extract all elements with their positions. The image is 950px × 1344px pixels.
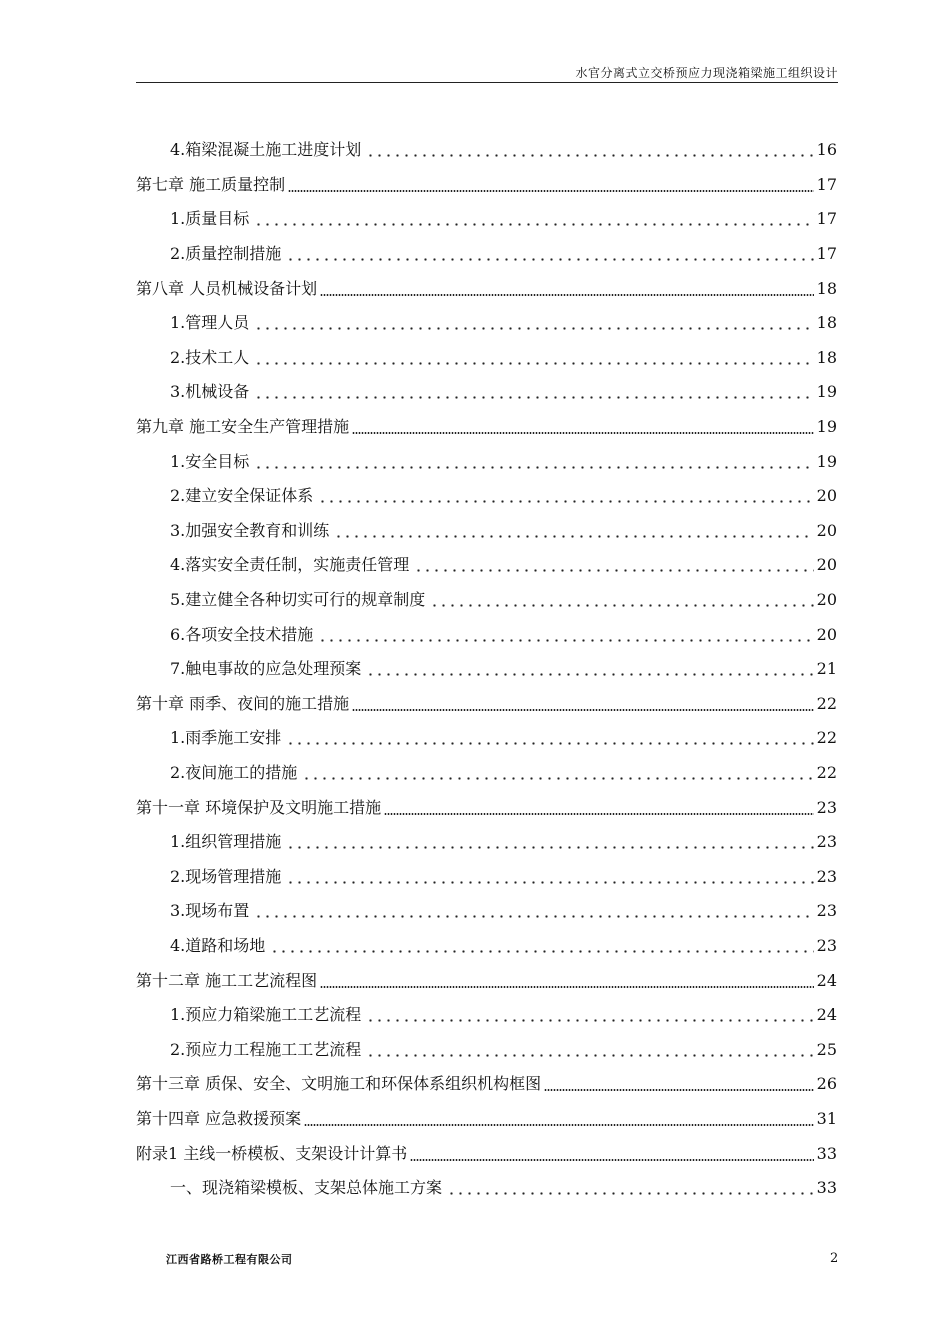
toc-entry[interactable] (136, 514, 837, 549)
toc-entry[interactable] (136, 1067, 837, 1102)
toc-dot-leader (352, 419, 814, 435)
toc-entry[interactable] (136, 1032, 837, 1067)
toc-dot-leader (252, 350, 813, 366)
toc-entry-page: 26 (816, 1074, 837, 1094)
toc-entry-page: 16 (816, 140, 837, 160)
toc-entry-page: 23 (816, 832, 837, 852)
toc-entry-page: 22 (816, 762, 837, 782)
toc-dot-leader (332, 523, 813, 539)
toc-entry[interactable] (136, 341, 837, 376)
toc-entry[interactable] (136, 756, 837, 791)
toc-entry-page: 17 (816, 244, 837, 264)
toc-entry-title: 1.质量目标 (170, 209, 250, 229)
toc-dot-leader (300, 765, 813, 781)
toc-entry-title: 第十四章 应急救援预案 (136, 1108, 302, 1128)
toc-dot-leader (284, 246, 813, 262)
toc-dot-leader (288, 177, 814, 193)
toc-entry[interactable] (136, 1171, 837, 1206)
toc-entry-page: 24 (816, 970, 837, 990)
toc-entry[interactable] (136, 271, 837, 306)
toc-entry[interactable] (136, 1102, 837, 1137)
toc-entry-page: 33 (816, 1143, 837, 1163)
toc-entry-title: 附录1 主线一桥模板、支架设计计算书 (136, 1143, 408, 1163)
toc-entry-title: 第十三章 质保、安全、文明施工和环保体系组织机构框图 (136, 1074, 542, 1094)
toc-dot-leader (252, 384, 813, 400)
toc-entry[interactable] (136, 479, 837, 514)
toc-entry[interactable] (136, 825, 837, 860)
toc-entry-page: 21 (816, 659, 837, 679)
toc-entry-page: 19 (816, 382, 837, 402)
toc-entry-page: 19 (816, 451, 837, 471)
toc-entry-title: 1.组织管理措施 (170, 832, 282, 852)
toc-entry-title: 第十章 雨季、夜间的施工措施 (136, 693, 350, 713)
toc-entry[interactable] (136, 410, 837, 445)
toc-entry[interactable] (136, 133, 837, 168)
toc-entry[interactable] (136, 1136, 837, 1171)
toc-entry[interactable] (136, 998, 837, 1033)
toc-dot-leader (252, 454, 813, 470)
toc-entry-title: 第八章 人员机械设备计划 (136, 278, 318, 298)
toc-dot-leader (320, 973, 814, 989)
toc-entry-title: 5.建立健全各种切实可行的规章制度 (170, 590, 426, 610)
toc-entry-title: 第九章 施工安全生产管理措施 (136, 417, 350, 437)
toc-entry[interactable] (136, 894, 837, 929)
toc-entry-page: 23 (816, 901, 837, 921)
toc-entry-page: 25 (816, 1039, 837, 1059)
toc-dot-leader (544, 1076, 814, 1092)
toc-entry[interactable] (136, 202, 837, 237)
toc-entry[interactable] (136, 375, 837, 410)
toc-entry-page: 18 (816, 278, 837, 298)
toc-entry-page: 20 (816, 486, 837, 506)
toc-entry[interactable] (136, 237, 837, 272)
toc-entry-title: 3.机械设备 (170, 382, 250, 402)
toc-entry-page: 23 (816, 797, 837, 817)
toc-dot-leader (364, 1007, 813, 1023)
toc-entry-title: 第十一章 环境保护及文明施工措施 (136, 797, 382, 817)
toc-dot-leader (304, 1111, 814, 1127)
toc-entry-title: 3.加强安全教育和训练 (170, 520, 330, 540)
header-rule (136, 82, 838, 83)
toc-entry-title: 4.道路和场地 (170, 935, 266, 955)
toc-entry-title: 2.预应力工程施工工艺流程 (170, 1039, 362, 1059)
toc-entry-title: 7.触电事故的应急处理预案 (170, 659, 362, 679)
toc-entry-page: 19 (816, 417, 837, 437)
toc-entry-page: 20 (816, 520, 837, 540)
toc-entry-page: 31 (816, 1108, 837, 1128)
footer-page-number: 2 (830, 1251, 839, 1266)
toc-entry-page: 17 (816, 209, 837, 229)
toc-dot-leader (352, 696, 814, 712)
toc-dot-leader (284, 869, 813, 885)
toc-dot-leader (252, 315, 813, 331)
toc-entry[interactable] (136, 963, 837, 998)
toc-entry-title: 4.落实安全责任制，实施责任管理 (170, 555, 410, 575)
toc-entry-page: 22 (816, 693, 837, 713)
toc-dot-leader (364, 661, 813, 677)
toc-entry-title: 2.夜间施工的措施 (170, 762, 298, 782)
toc-entry[interactable] (136, 652, 837, 687)
toc-entry-title: 4.箱梁混凝土施工进度计划 (170, 140, 362, 160)
toc-dot-leader (364, 1042, 813, 1058)
toc-entry-page: 18 (816, 313, 837, 333)
footer-company: 江西省路桥工程有限公司 (166, 1253, 293, 1266)
toc-entry-page: 22 (816, 728, 837, 748)
toc-entry-page: 17 (816, 174, 837, 194)
toc-dot-leader (284, 730, 813, 746)
toc-entry[interactable] (136, 859, 837, 894)
toc-entry-page: 23 (816, 866, 837, 886)
toc-entry-page: 24 (816, 1005, 837, 1025)
toc-entry[interactable] (136, 583, 837, 618)
toc-dot-leader (284, 834, 813, 850)
table-of-contents (136, 133, 837, 1205)
toc-entry-title: 1.安全目标 (170, 451, 250, 471)
toc-entry[interactable] (136, 721, 837, 756)
toc-entry-title: 6.各项安全技术措施 (170, 624, 314, 644)
toc-dot-leader (316, 488, 813, 504)
toc-entry-title: 2.建立安全保证体系 (170, 486, 314, 506)
toc-dot-leader (445, 1180, 814, 1196)
toc-entry-title: 第七章 施工质量控制 (136, 174, 286, 194)
toc-dot-leader (364, 142, 813, 158)
toc-entry-title: 一、现浇箱梁模板、支架总体施工方案 (170, 1178, 443, 1198)
toc-dot-leader (268, 938, 813, 954)
toc-entry-title: 3.现场布置 (170, 901, 250, 921)
toc-entry-title: 第十二章 施工工艺流程图 (136, 970, 318, 990)
document-header-title: 水官分离式立交桥预应力现浇箱梁施工组织设计 (575, 66, 838, 80)
toc-entry-page: 33 (816, 1178, 837, 1198)
toc-entry[interactable] (136, 444, 837, 479)
toc-dot-leader (252, 903, 813, 919)
toc-dot-leader (412, 557, 813, 573)
toc-entry[interactable] (136, 306, 837, 341)
toc-entry-page: 18 (816, 347, 837, 367)
toc-entry-title: 2.技术工人 (170, 347, 250, 367)
toc-entry[interactable] (136, 687, 837, 722)
toc-entry-title: 1.雨季施工安排 (170, 728, 282, 748)
toc-entry-title: 1.管理人员 (170, 313, 250, 333)
toc-dot-leader (384, 800, 814, 816)
toc-entry[interactable] (136, 929, 837, 964)
toc-entry-title: 2.质量控制措施 (170, 244, 282, 264)
toc-entry-page: 20 (816, 555, 837, 575)
toc-entry-title: 2.现场管理措施 (170, 866, 282, 886)
toc-entry-title: 1.预应力箱梁施工工艺流程 (170, 1005, 362, 1025)
toc-entry-page: 23 (816, 935, 837, 955)
toc-entry[interactable] (136, 617, 837, 652)
toc-entry[interactable] (136, 790, 837, 825)
toc-entry[interactable] (136, 168, 837, 203)
toc-dot-leader (316, 627, 813, 643)
toc-dot-leader (252, 211, 813, 227)
toc-entry[interactable] (136, 548, 837, 583)
toc-dot-leader (428, 592, 813, 608)
toc-entry-page: 20 (816, 624, 837, 644)
toc-dot-leader (320, 281, 814, 297)
toc-dot-leader (410, 1146, 813, 1162)
toc-entry-page: 20 (816, 590, 837, 610)
